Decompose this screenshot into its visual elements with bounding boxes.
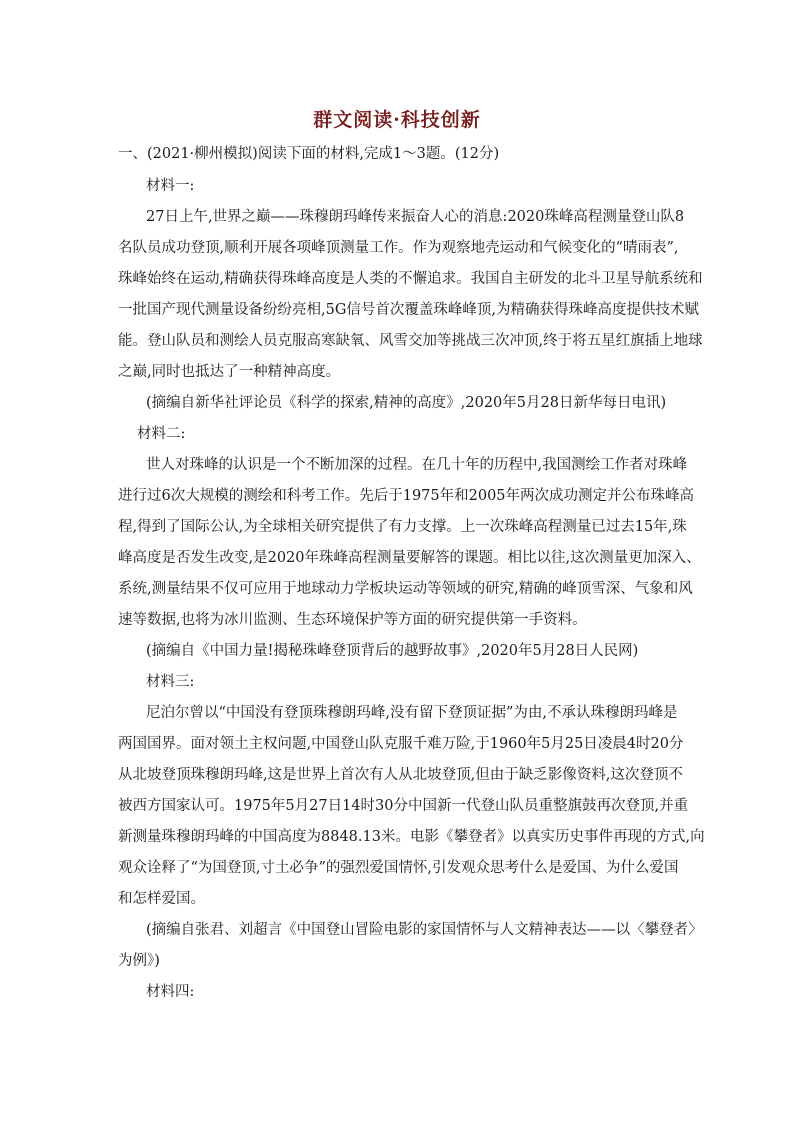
paragraph-line: 之巅,同时也抵达了一种精神高度。 (118, 364, 341, 380)
paragraph-line: 速等数据,也将为冰川监测、生态环境保护等方面的研究提供第一手资料。 (118, 612, 587, 628)
material-2-source: (摘编自《中国力量!揭秘珠峰登顶背后的越野故事》,2020年5月28日人民网) (146, 643, 639, 659)
paragraph-line: 能。登山队员和测绘人员克服高寒缺氧、风雪交加等挑战三次冲顶,终于将五星红旗插上地球 (118, 333, 703, 349)
paragraph-line: 程,得到了国际公认,为全球相关研究提供了有力支撑。上一次珠峰高程测量已过去15年,珠 (118, 519, 687, 535)
paragraph-line: 和怎样爱国。 (118, 891, 205, 907)
material-3-source-cont: 为例》) (118, 953, 160, 969)
paragraph-line: 被西方国家认可。1975年5月27日14时30分中国新一代登山队员重整旗鼓再次登顶,并重 (118, 798, 689, 814)
paragraph-line: 尼泊尔曾以“中国没有登顶珠穆朗玛峰,没有留下登顶证据”为由,不承认珠穆朗玛峰是 (146, 705, 678, 721)
question-prompt: 一、(2021·柳州模拟)阅读下面的材料,完成1～3题。(12分) (118, 146, 500, 162)
paragraph-line: 观众诠释了“为国登顶,寸土必争”的强烈爱国情怀,引发观众思考什么是爱国、为什么爱国 (118, 860, 679, 876)
paragraph-line: 峰高度是否发生改变,是2020年珠峰高程测量要解答的课题。相比以往,这次测量更加深入、 (118, 550, 701, 566)
paragraph-line: 27日上午,世界之巅——珠穆朗玛峰传来振奋人心的消息:2020珠峰高程测量登山队8 (146, 209, 685, 225)
material-1-label: 材料一: (146, 178, 195, 194)
paragraph-line: 两国国界。面对领土主权问题,中国登山队克服千难万险,于1960年5月25日凌晨4时20分 (118, 736, 684, 752)
paragraph-line: 新测量珠穆朗玛峰的中国高度为8848.13米。电影《攀登者》以真实历史事件再现的方式,向 (118, 829, 705, 845)
paragraph-line: 一批国产现代测量设备纷纷亮相,5G信号首次覆盖珠峰峰顶,为精确获得珠峰高度提供技术赋 (118, 302, 700, 318)
paragraph-line: 进行过6次大规模的测绘和科考工作。先后于1975年和2005年两次成功测定并公布珠峰高 (118, 488, 695, 504)
paragraph-line: 系统,测量结果不仅可应用于地球动力学板块运动等领域的研究,精确的峰顶雪深、气象和风 (118, 581, 693, 597)
paragraph-line: 名队员成功登顶,顺利开展各项峰顶测量工作。作为观察地壳运动和气候变化的“晴雨表”, (118, 240, 679, 256)
paragraph-line: 世人对珠峰的认识是一个不断加深的过程。在几十年的历程中,我国测绘工作者对珠峰 (146, 457, 688, 473)
material-2-label: 材料二: (137, 426, 186, 442)
page-title: 群文阅读·科技创新 (313, 109, 481, 131)
material-4-label: 材料四: (146, 984, 195, 1000)
material-3-source: (摘编自张君、刘超言《中国登山冒险电影的家国情怀与人文精神表达——以〈攀登者〉 (146, 922, 703, 938)
paragraph-line: 从北坡登顶珠穆朗玛峰,这是世界上首次有人从北坡登顶,但由于缺乏影像资料,这次登顶不 (118, 767, 683, 783)
material-1-source: (摘编自新华社评论员《科学的探索,精神的高度》,2020年5月28日新华每日电讯) (146, 395, 667, 411)
paragraph-line: 珠峰始终在运动,精确获得珠峰高度是人类的不懈追求。我国自主研发的北斗卫星导航系统和 (118, 271, 703, 287)
material-3-label: 材料三: (146, 674, 195, 690)
